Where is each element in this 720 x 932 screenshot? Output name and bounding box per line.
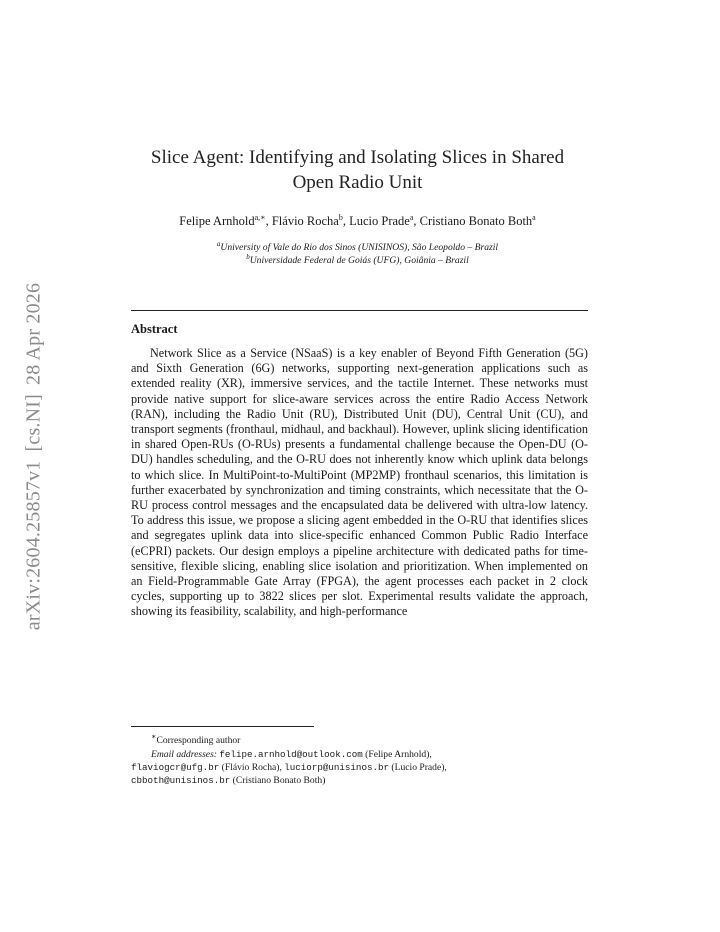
author-name: Felipe Arnhold — [179, 214, 255, 228]
author-mark: a — [409, 212, 414, 222]
affiliation-a: $^a$University of Vale do Rio dos Sinos (UNISINOS), São Leopoldo – Brazil — [216, 239, 499, 253]
title-line-2: Open Radio Unit — [292, 172, 423, 193]
arxiv-id: arXiv:2604.25857v1 — [22, 460, 45, 631]
abstract-text: Network Slice as a Service (NSaaS) is a key enabler of Beyond Fifth Generation (5G) and Sixth Generation (6G) networks, supporting next-generation applications such as extended reality (XR), immersive services, and the tactile Internet. These networks must provide native support for slice-aware services across the entire Radio Access Network (RAN), including the Radio Unit (RU), Distributed Unit (DU), Central Unit (CU), and transport segments (fronthaul, midhaul, and backhaul). However, uplink slicing identification in shared Open-RUs (O-RUs) presents a fundamental challenge because the Open-DU (O-DU) handles scheduling, and the O-RU does not inherently know which uplink data belongs to which slice. In MultiPoint-to-MultiPoint (MP2MP) fronthaul scenarios, this limitation is further exacerbated by synchronization and timing constraints, which necessitate that the O-RU process control messages and the encapsulated data be delivered with ultra-low latency. To address this issue, we propose a slicing agent embedded in the O-RU that identifies slices and segregates uplink data into slice-specific enhanced Common Public Radio Interface (eCPRI) packets. Our design employs a pipeline architecture with dedicated paths for time-sensitive, flexible slicing, enabling slice isolation and prioritization. When implemented on an Field-Programmable Gate Array (FPGA), the agent processes each packet in 2 clock cycles, supporting up to 3822 slices per slot. Experimental results validate the approach, showing its feasibility, scalability, and high-performance — [131, 346, 588, 619]
email-address[interactable]: cbboth@unisinos.br — [131, 775, 231, 787]
author-mark: a,∗ — [254, 212, 266, 222]
email-address[interactable]: felipe.arnhold@outlook.com — [219, 748, 363, 760]
abstract-heading: Abstract — [131, 322, 178, 336]
corresponding-footnote: ∗Corresponding author — [151, 732, 241, 747]
author-name: Flávio Rocha — [271, 214, 339, 228]
author-name: Cristiano Bonato Both — [419, 214, 533, 228]
author-mark: b — [338, 212, 343, 222]
email-footnote-line-3: cbboth@unisinos.br (Cristiano Bonato Both) — [131, 775, 326, 787]
affiliation-list — [120, 241, 595, 267]
email-footnote-line-2: flaviogcr@ufg.br (Flávio Rocha), luciorp@unisinos.br (Lucio Prade), — [131, 762, 447, 773]
title-line-1: Slice Agent: Identifying and Isolating Slices in Shared — [150, 147, 565, 168]
paper-title — [120, 145, 595, 195]
author-name: Lucio Prade — [349, 214, 410, 228]
affiliation-b: $^b$Universidade Federal de Goiás (UFG), Goiânia – Brazil — [246, 252, 469, 266]
author-mark: a — [532, 212, 536, 222]
footnotes — [131, 730, 588, 788]
abstract-top-rule — [131, 310, 588, 311]
email-address[interactable]: flaviogcr@ufg.br — [131, 762, 220, 773]
author-list: Felipe Arnhold$^{a,∗}$, Flávio Rocha$^b$, Lucio Prade$^a$, Cristiano Bonato Both$^a$ — [179, 212, 536, 228]
email-footnote-line-1: Email addresses: felipe.arnhold@outlook.com (Felipe Arnhold), — [151, 748, 432, 760]
arxiv-side-stamp — [23, 274, 46, 630]
email-address[interactable]: luciorp@unisinos.br — [284, 762, 390, 773]
email-label: Email addresses: — [151, 748, 217, 760]
arxiv-date: 28 Apr 2026 — [22, 282, 45, 386]
arxiv-category: [cs.NI] — [22, 394, 45, 452]
footnote-rule — [131, 726, 314, 727]
